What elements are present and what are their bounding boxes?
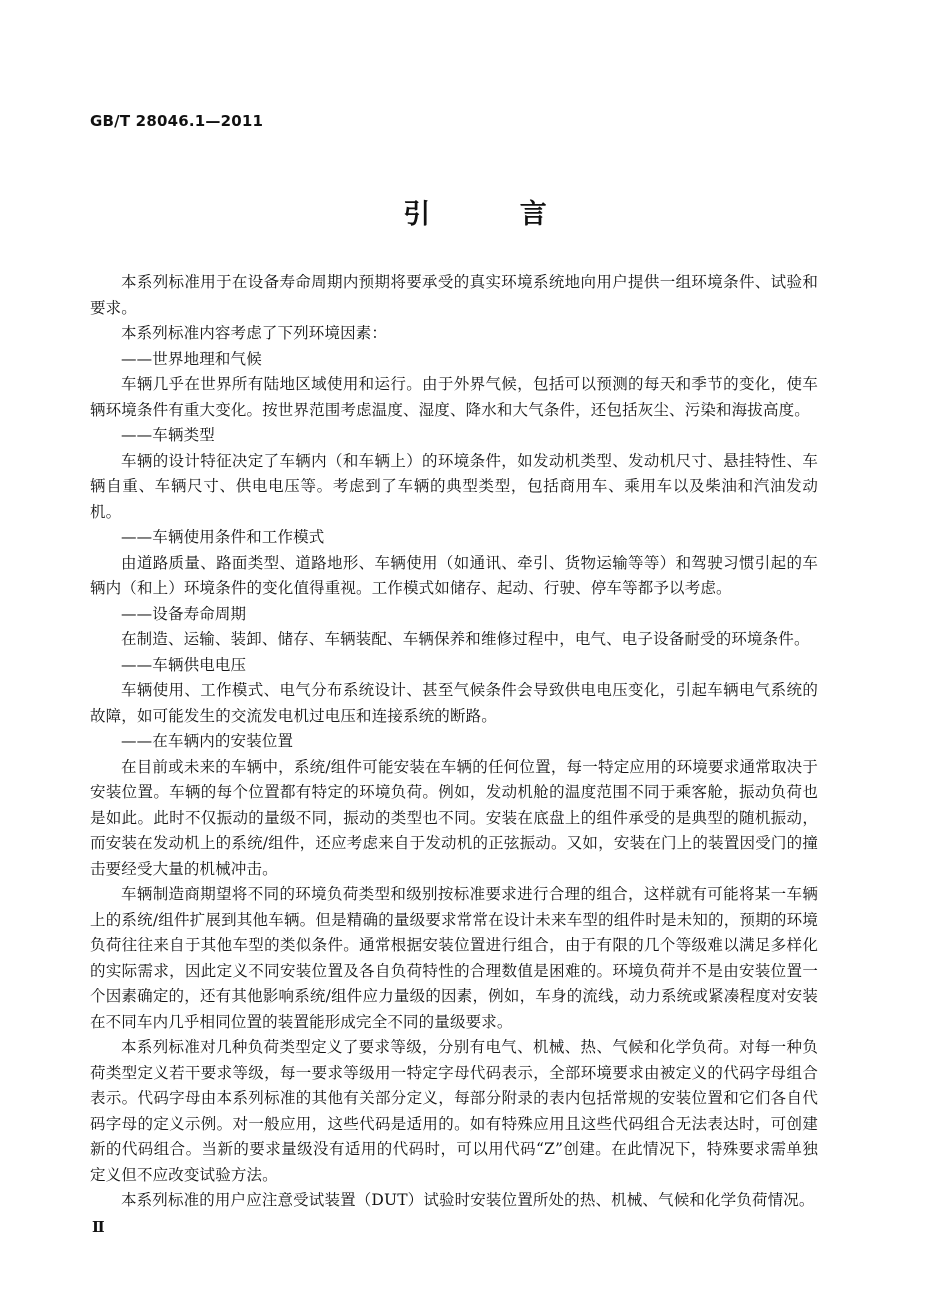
standard-code-header: GB/T 28046.1—2011 [90, 112, 264, 130]
item-text-life-cycle: 在制造、运输、装卸、储存、车辆装配、车辆保养和维修过程中，电气、电子设备耐受的环境条件。 [121, 630, 810, 648]
paragraph-code-letters: 本系列标准对几种负荷类型定义了要求等级，分别有电气、机械、热、气候和化学负荷。对每一种负荷类型定义若干要求等级，每一要求等级用一特定字母代码表示，全部环境要求由被定义的代码字母组合表示。代码字母由本系列标准的其他有关部分定义，每部分附录的表内包括常规的安装位置和它们各自代码字母的定义示例。对一般应用，这些代码是适用的。如有特殊应用且这些代码组合无法表达时，可创建新的代码组合。当新的要求量级没有适用的代码时，可以用代码“Z”创建。在此情况下，特殊要求需单独定义但不应改变试验方法。 [90, 1038, 818, 1184]
item-title-mounting-location: ——在车辆内的安装位置 [121, 732, 294, 750]
section-title: 引 言 [403, 199, 587, 230]
item-title-climate: ——世界地理和气候 [121, 349, 262, 368]
item-text-climate: 车辆几乎在世界所有陆地区域使用和运行。由于外界气候，包括可以预测的每天和季节的变化，使车辆环境条件有重大变化。按世界范围考虑温度、湿度、降水和大气条件，还包括灰尘、污染和海拔高度。 [90, 375, 818, 419]
item-text-vehicle-type: 车辆的设计特征决定了车辆内（和车辆上）的环境条件，如发动机类型、发动机尺寸、悬挂特性、车辆自重、车辆尺寸、供电电压等。考虑到了车辆的典型类型，包括商用车、乘用车以及柴油和汽油发动机。 [90, 451, 818, 521]
item-title-usage-conditions: ——车辆使用条件和工作模式 [121, 528, 325, 546]
item-title-supply-voltage: ——车辆供电电压 [121, 655, 247, 674]
page-number: Ⅱ [92, 1218, 105, 1236]
paragraph-factors-intro: 本系列标准内容考虑了下列环境因素： [121, 324, 388, 342]
paragraph-dut-note: 本系列标准的用户应注意受试装置（DUT）试验时安装位置所处的热、机械、气候和化学负荷情况。 [121, 1191, 815, 1209]
item-text-usage-conditions: 由道路质量、路面类型、道路地形、车辆使用（如通讯、牵引、货物运输等等）和驾驶习惯引起的车辆内（和上）环境条件的变化值得重视。工作模式如储存、起动、行驶、停车等都予以考虑。 [90, 553, 818, 597]
paragraph-load-combination: 车辆制造商期望将不同的环境负荷类型和级别按标准要求进行合理的组合，这样就有可能将某一车辆上的系统/组件扩展到其他车辆。但是精确的量级要求常常在设计未来车型的组件时是未知的，预期的环境负荷往往来自于其他车型的类似条件。通常根据安装位置进行组合，由于有限的几个等级难以满足多样化的实际需求，因此定义不同安装位置及各自负荷特性的合理数值是困难的。环境负荷并不是由安装位置一个因素确定的，还有其他影响系统/组件应力量级的因素，例如，车身的流线，动力系统或紧凑程度对安装在不同车内几乎相同位置的装置能形成完全不同的量级要求。 [90, 885, 818, 1031]
item-title-vehicle-type: ——车辆类型 [121, 426, 215, 444]
item-title-life-cycle: ——设备寿命周期 [121, 604, 247, 623]
item-text-mounting-location: 在目前或未来的车辆中，系统/组件可能安装在车辆的任何位置，每一特定应用的环境要求通常取决于安装位置。车辆的每个位置都有特定的环境负荷。例如，发动机舱的温度范围不同于乘客舱，振动负荷也是如此。此时不仅振动的量级不同，振动的类型也不同。安装在底盘上的组件承受的是典型的随机振动，而安装在发动机上的系统/组件，还应考虑来自于发动机的正弦振动。又如，安装在门上的装置因受门的撞击要经受大量的机械冲击。 [90, 757, 818, 878]
paragraph-scope: 本系列标准用于在设备寿命周期内预期将要承受的真实环境系统地向用户提供一组环境条件、试验和要求。 [90, 273, 818, 317]
item-text-supply-voltage: 车辆使用、工作模式、电气分布系统设计、甚至气候条件会导致供电电压变化，引起车辆电气系统的故障，如可能发生的交流发电机过电压和连接系统的断路。 [90, 681, 818, 725]
body-text [90, 270, 818, 1214]
